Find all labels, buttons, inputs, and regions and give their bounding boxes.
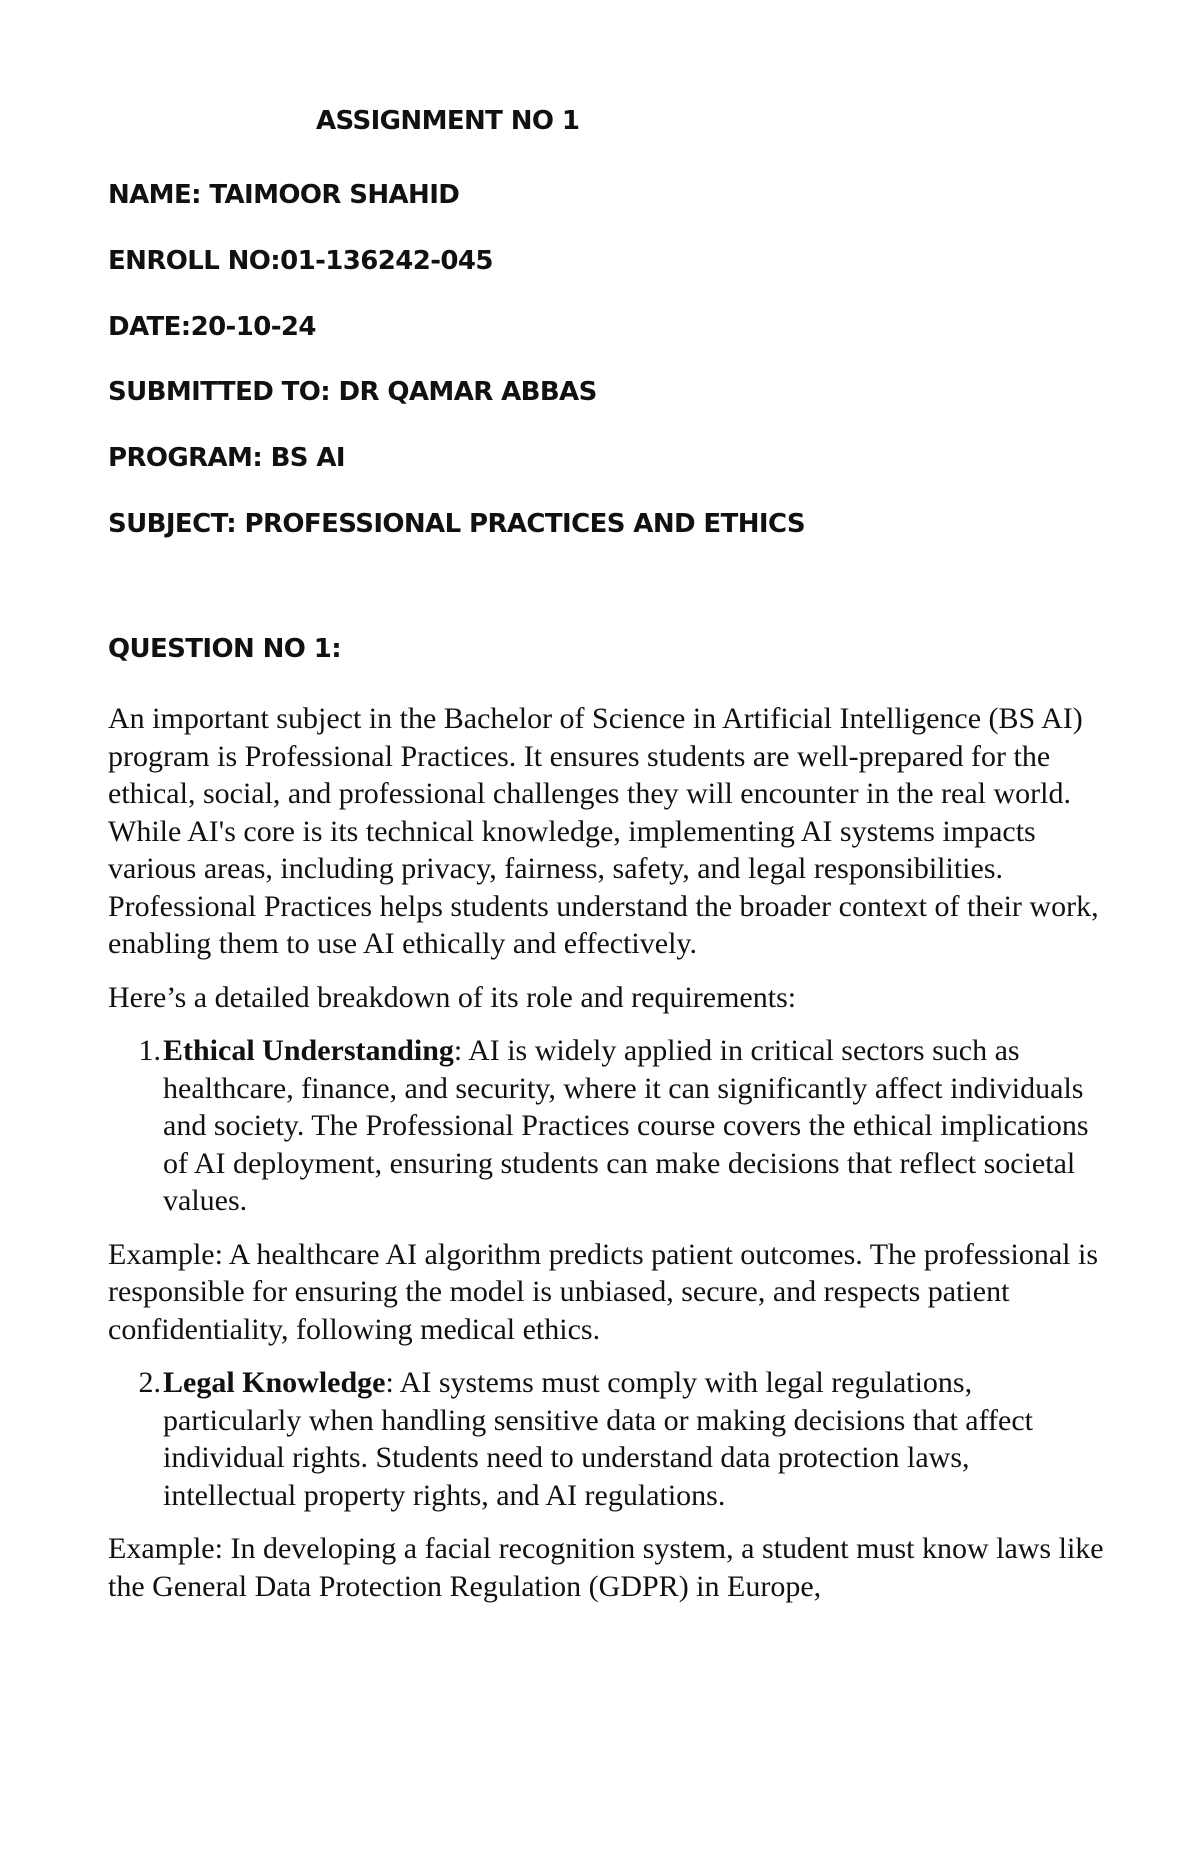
breakdown-paragraph: Here’s a detailed breakdown of its role and requirements:: [108, 980, 797, 1014]
list-text: [163, 1032, 1108, 1220]
student-name: NAME: TAIMOOR SHAHID: [108, 180, 460, 210]
list-item: [108, 1364, 1108, 1514]
submitted-to: SUBMITTED TO: DR QAMAR ABBAS: [108, 377, 597, 407]
subject: SUBJECT: PROFESSIONAL PRACTICES AND ETHICS: [108, 509, 806, 539]
program: PROGRAM: BS AI: [108, 443, 345, 473]
list-term: Ethical Understanding: [163, 1034, 454, 1067]
answer-body: [108, 700, 1108, 1621]
list-item: [108, 1032, 1108, 1220]
list-description: : AI is widely applied in critical sectors such as healthcare, finance, and security, where it can significantly affect individuals and society. The Professional Practices course covers the ethical implications of AI deployment, ensuring students can make decisions that reflect societal values.: [163, 1034, 1089, 1217]
list-number: 2.: [138, 1366, 161, 1399]
example-paragraph: Example: In developing a facial recognition system, a student must know laws like the General Data Protection Regulation (GDPR) in Europe,: [108, 1532, 1104, 1603]
list-number: 1.: [138, 1034, 161, 1067]
example-paragraph: Example: A healthcare AI algorithm predicts patient outcomes. The professional is responsible for ensuring the model is unbiased, secure, and respects patient confidentiality, following medical ethics.: [108, 1237, 1099, 1346]
list-term: Legal Knowledge: [163, 1366, 386, 1399]
intro-paragraph: An important subject in the Bachelor of Science in Artificial Intelligence (BS AI) program is Professional Practices. It ensures students are well-prepared for the ethical, social, and professional challenges they will encounter in the real world. While AI's core is its technical knowledge, implementing AI systems impacts various areas, including privacy, fairness, safety, and legal responsibilities. Professional Practices helps students understand the broader context of their work, enabling them to use AI ethically and effectively.: [108, 702, 1099, 960]
assignment-date: DATE:20-10-24: [108, 312, 316, 342]
enroll-number: ENROLL NO:01-136242-045: [108, 246, 493, 276]
list-description: : AI systems must comply with legal regulations, particularly when handling sensitive data or making decisions that affect individual rights. Students need to understand data protection laws, intellectual property rights, and AI regulations.: [163, 1366, 1034, 1512]
assignment-title: ASSIGNMENT NO 1: [316, 106, 580, 136]
list-text: [163, 1364, 1108, 1514]
question-heading: QUESTION NO 1:: [108, 634, 342, 664]
